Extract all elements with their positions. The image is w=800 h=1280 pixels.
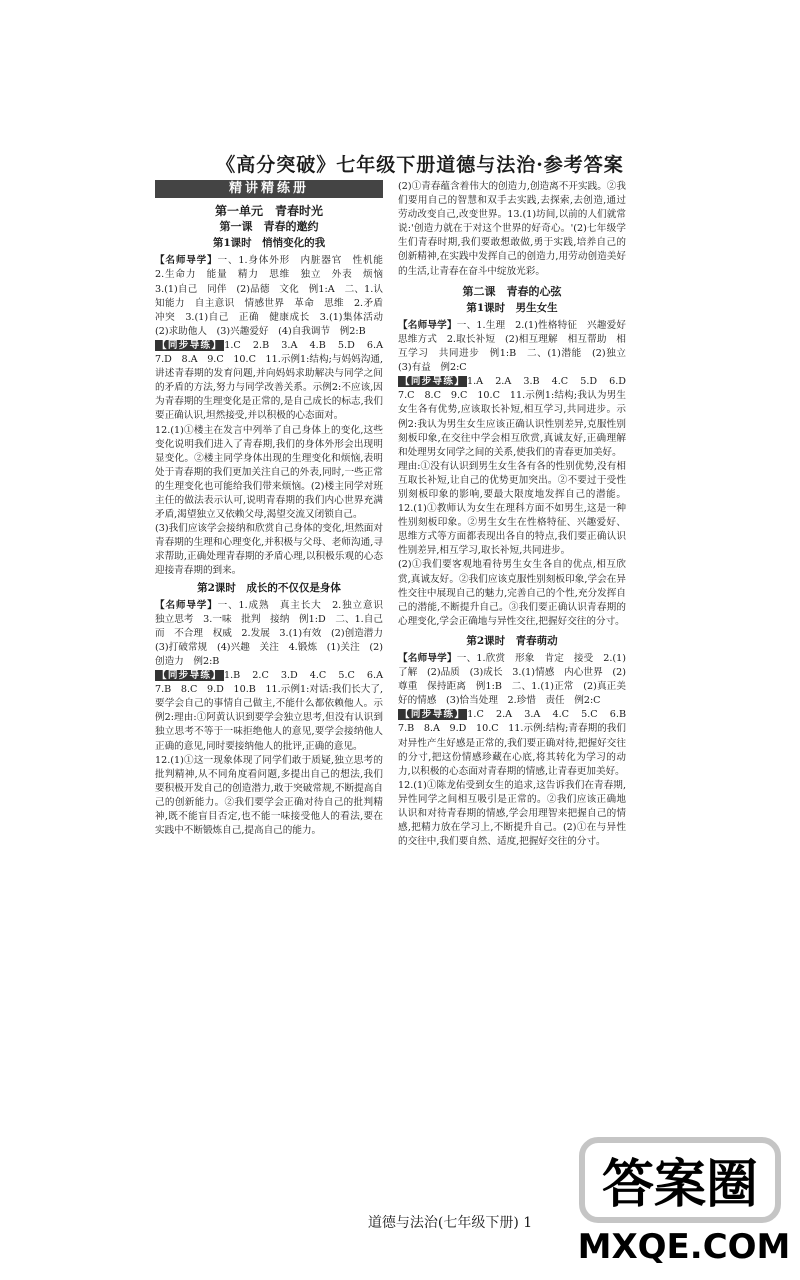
section-tag: 【同步导练】 <box>400 709 466 721</box>
answer-paragraph: 【同步导练】 1.B 2.C 3.D 4.C 5.C 6.A 7.B 8.C 9.D 10.B 11.示例1:对话:我们长大了,要学会自己的事情自己做主,不能什么都依赖他人。示例2:理由:①阿黄认识到要学会独立思考,但没有认识到独立思考不等于一味拒绝他人的意见,要学会接纳他人正确的意见,同时要接纳他人的批评,正确的意见。 <box>155 670 393 752</box>
answer-paragraph: 【名师导学】一、1.身体外形 内脏器官 性机能 2.生命力 能量 精力 思维 独立 外表 烦恼 3.(1)自己 同伴 (2)品德 文化 例1:A 二、1.认知能力 自主意识 情感世界 革命 思维 2.矛盾 冲突 3.(1)自己 正确 健康成长 3.(1)集体活动 (2)求助他人 (3)兴趣爱好 (4)自我调节 例2:B <box>155 255 393 337</box>
left-column <box>155 180 393 1230</box>
answer-paragraph: (2)①青春蕴含着伟大的创造力,创造离不开实践。②我们要用自己的智慧和双手去实践,去探索,去创造,通过劳动改变自己,改变世界。13.(1)坊间,以前的人们就常说:'创造力就在于对这个世界的好奇心。'(2)七年级学生们青春时期,我们要敢想敢做,勇于实践,培养自己的创新精神,在实践中发挥自己的创造力,用劳动创造美好的生活,让青春在奋斗中绽放光彩。 <box>398 181 626 277</box>
answer-paragraph: 12.(1)①这一现象体现了同学们敢于质疑,独立思考的批判精神,从不同角度看问题,多提出自己的想法,我们要积极开发自己的创造潜力,敢于突破常规,不断提高自己的创新能力。②我们要学会正确对待自己的批判精神,既不能盲目否定,也不能一味接受他人的看法,要在实践中不断锻炼自己,提高自己的能力。 <box>155 754 383 837</box>
watermark-url: MXQE.COM <box>577 1227 791 1267</box>
right-column <box>398 180 636 1230</box>
section-tag: 【名师导学】 <box>155 255 218 267</box>
section-tag: 【同步导练】 <box>157 670 223 682</box>
site-watermark <box>577 1130 791 1270</box>
section-tag: 【同步导练】 <box>400 376 466 388</box>
answer-paragraph: (3)我们应该学会接纳和欣赏自己身体的变化,坦然面对青春期的生理和心理变化,并积极与父母、老师沟通,寻求帮助,正确处理青春期的矛盾心理,以积极乐观的心态迎接青春期的到来。 <box>155 523 383 577</box>
section-tag: 【同步导练】 <box>157 339 223 351</box>
watermark-text: 答案圈 <box>601 1155 759 1215</box>
lesson-heading: 第二课 青春的心弦 <box>462 284 562 298</box>
lesson-heading: 第一课 青春的邀约 <box>219 220 319 234</box>
period-heading: 第1课时 男生女生 <box>466 301 558 314</box>
page-footer: 道德与法治(七年级下册) 1 <box>367 1215 533 1231</box>
answer-paragraph: 12.(1)①楼主在发言中列举了自己身体上的变化,这些变化说明我们进入了青春期,我们的身体外形会出现明显变化。②楼主同学身体出现的生理变化和烦恼,表明处于青春期的我们更加关注自己的外表,同时,一些正常的生理变化也可能给我们带来烦恼。(2)楼主同学对班主任的做法表示认可,说明青春期的我们内心世界充满矛盾,渴望独立又依赖父母,渴望交流又闭锁自己。 <box>155 424 383 521</box>
period-heading: 第2课时 青春萌动 <box>466 634 558 647</box>
watermark-logo-icon <box>577 1130 791 1270</box>
page-title: 《高分突破》七年级下册道德与法治·参考答案 <box>216 154 624 176</box>
answer-paragraph: 【名师导学】一、1.生理 2.(1)性格特征 兴趣爱好 思维方式 2.取长补短 (2)相互理解 相互帮助 相互学习 共同进步 例1:B 二、(1)潜能 (2)独立 (3)有益 例2:C <box>398 319 636 374</box>
answer-paragraph: (2)①我们要客观地看待男生女生各自的优点,相互欣赏,真诚友好。②我们应该克服性别刻板印象,学会在异性交往中展现自己的魅力,完善自己的个性,充分发挥自己的潜能,不断提升自己。③我们要正确认识青春期的心理变化,学会正确地与异性交往,把握好交往的分寸。 <box>398 559 626 627</box>
section-tag: 【名师导学】 <box>155 599 218 611</box>
section-banner: 精讲精练册 <box>155 180 383 198</box>
answer-paragraph: 【同步导练】 1.A 2.A 3.B 4.C 5.D 6.D 7.C 8.C 9.C 10.C 11.示例1:结构;我认为男生女生各有优势,应该取长补短,相互学习,共同进步。示例2:我认为男生女生应该正确认识性别差异,克服性别刻板印象,在交往中学会相互欣赏,真诚友好,正确理解和处理男女同学之间的关系,使我们的青春更加美好。 <box>398 376 636 458</box>
answer-paragraph: 【名师导学】一、1.成熟 真主长大 2.独立意识 独立思考 3.一味 批判 接纳 例1:D 二、1.自己 而 不合理 权威 2.发展 3.(1)有效 (2)创造潜力 (3)打破常规 (4)兴趣 关注 4.锻炼 (1)关注 (2)创造力 例2:B <box>155 599 393 667</box>
section-tag: 【名师导学】 <box>398 319 457 331</box>
answer-paragraph: 理由:①没有认识到男生女生各有各的性别优势,没有相互取长补短,让自己的优势更加突出。②不要过于受性别刻板印象的影响,要最大限度地发挥自己的潜能。12.(1)①教师认为女生在理科方面不如男生,这是一种性别刻板印象。②男生女生在性格特征、兴趣爱好、思维方式等方面都表现出各自的特点,我们要正确认识性别差异,相互学习,取长补短,共同进步。 <box>398 460 626 557</box>
answer-paragraph: 【同步导练】 1.C 2.A 3.A 4.C 5.C 6.B 7.B 8.A 9.D 10.C 11.示例:结构;青春期的我们对异性产生好感是正常的,我们要正确对待,把握好交往的分寸,把这份情感珍藏在心底,将其转化为学习的动力,以积极的心态面对青春期的情感,让青春更加美好。 <box>398 709 636 777</box>
answer-paragraph: 【同步导练】 1.C 2.B 3.A 4.B 5.D 6.A 7.D 8.A 9.C 10.C 11.示例1:结构;与妈妈沟通,讲述青春期的发育问题,并向妈妈求助解决与同学之间的矛盾的方法,努力与同学改善关系。示例2:不应该,因为青春期的生理变化是正常的,是自己成长的标志,我们要正确认识,坦然接受,并以积极的心态面对。 <box>155 339 393 422</box>
answer-paragraph: 12.(1)①陈龙佑受到女生的追求,这告诉我们在青春期,异性同学之间相互吸引是正常的。②我们应该正确地认识和对待青春期的情感,学会用理智来把握自己的情感,把精力放在学习上,不断提升自己。(2)①在与异性的交往中,我们要自然、适度,把握好交往的分寸。 <box>398 779 626 848</box>
answer-paragraph: 【名师导学】一、1.欣赏 形象 肯定 接受 2.(1)了解 (2)品质 (3)成长 3.(1)情感 内心世界 (2)尊重 保持距离 例1:B 二、1.(1)正常 (2)真正美好的情感 (3)恰当处理 2.珍惜 责任 例2:C <box>398 653 627 707</box>
section-tag: 【名师导学】 <box>398 653 457 664</box>
period-heading: 第1课时 悄悄变化的我 <box>212 237 326 250</box>
period-heading: 第2课时 成长的不仅仅是身体 <box>197 581 341 594</box>
unit-heading: 第一单元 青春时光 <box>214 204 323 219</box>
